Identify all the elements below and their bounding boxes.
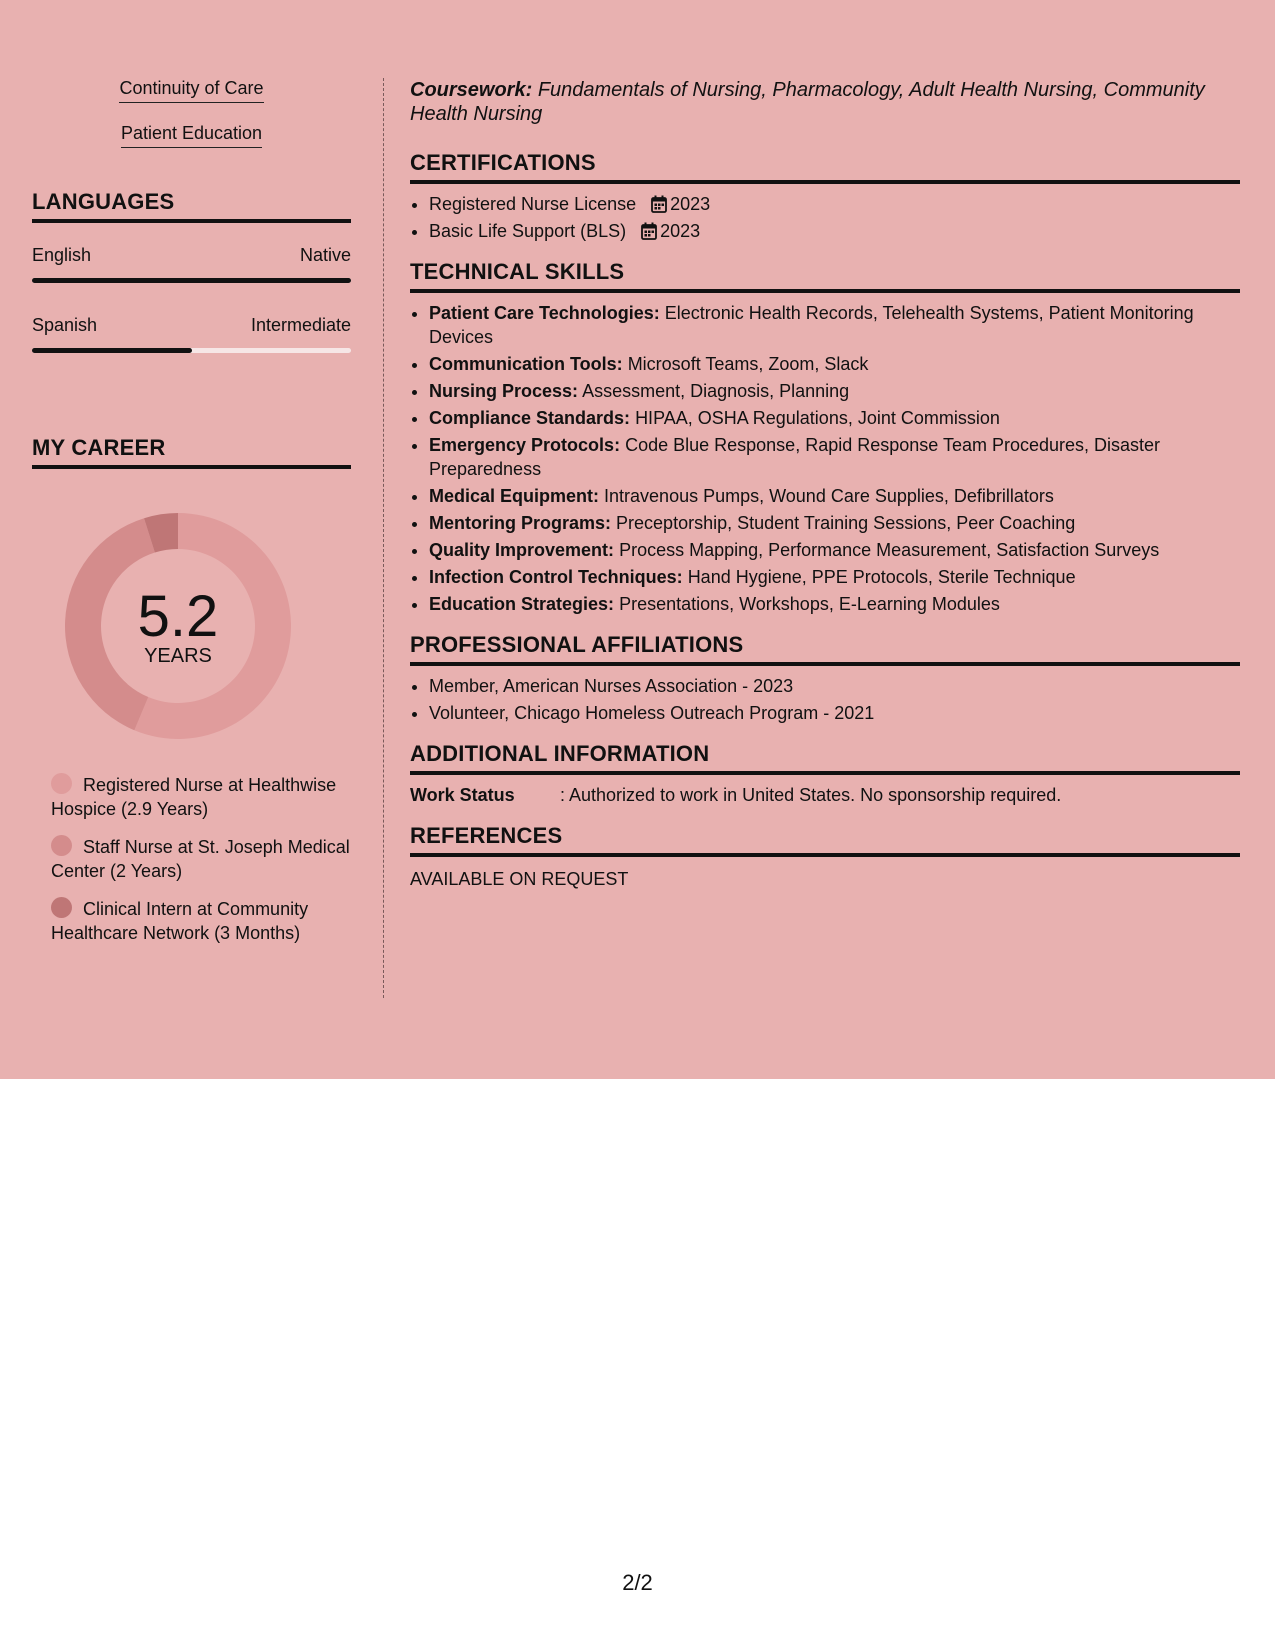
legend-label: Staff Nurse at St. Joseph Medical Center (2 Years)	[51, 837, 350, 881]
technical-skill-text: Preceptorship, Student Training Sessions, Peer Coaching	[616, 513, 1076, 533]
technical-skills-section	[410, 259, 1240, 616]
skill-tag: Continuity of Care	[119, 76, 263, 103]
left-column	[32, 76, 351, 959]
certification-year: 2023	[660, 221, 701, 241]
references-text: AVAILABLE ON REQUEST	[410, 869, 629, 889]
additional-info-section	[410, 741, 1240, 807]
affiliation-item: • Volunteer, Chicago Homeless Outreach Program - 2021	[429, 701, 1240, 725]
technical-skill-text: Electronic Health Records, Telehealth Systems, Patient Monitoring Devices	[429, 303, 1194, 347]
coursework-text: Fundamentals of Nursing, Pharmacology, Adult Health Nursing, Community Health Nursing	[410, 79, 1205, 125]
career-legend	[51, 773, 351, 945]
skill-tag-row	[32, 76, 351, 121]
technical-skill-label: Quality Improvement:	[429, 540, 615, 560]
skill-tag: Patient Education	[121, 121, 262, 148]
affiliations-section	[410, 632, 1240, 725]
technical-skill-item	[429, 379, 1240, 403]
language-level: Native	[299, 245, 351, 265]
language-name: Spanish	[32, 315, 98, 335]
career-donut-chart	[63, 511, 293, 741]
calendar-icon	[651, 195, 667, 213]
references-section	[410, 823, 1240, 891]
language-proficiency-fill	[32, 278, 351, 283]
certifications-heading: CERTIFICATIONS	[410, 150, 1240, 184]
technical-skill-label: Infection Control Techniques:	[429, 567, 683, 587]
language-name: English	[32, 245, 92, 265]
affiliations-list	[410, 674, 1240, 725]
coursework-label: Coursework:	[410, 79, 533, 101]
certification-item	[429, 219, 1240, 243]
certification-item	[429, 192, 1240, 216]
certification-name: Basic Life Support (BLS)	[429, 221, 627, 241]
technical-skill-text: Microsoft Teams, Zoom, Slack	[627, 354, 869, 374]
work-status-value: : Authorized to work in United States. No sponsorship required.	[560, 785, 1062, 805]
technical-skill-item	[429, 484, 1240, 508]
career-legend-item	[51, 773, 351, 821]
work-status-label: Work Status	[410, 785, 515, 805]
legend-label: Registered Nurse at Healthwise Hospice (2.9 Years)	[51, 775, 337, 819]
technical-skill-item	[429, 352, 1240, 376]
technical-skills-list	[410, 301, 1240, 616]
legend-swatch	[51, 773, 72, 794]
affiliations-heading: PROFESSIONAL AFFILIATIONS	[410, 632, 1240, 666]
career-legend-item	[51, 835, 351, 883]
legend-swatch	[51, 835, 72, 856]
technical-skill-item	[429, 565, 1240, 589]
career-legend-item	[51, 897, 351, 945]
calendar-icon	[641, 222, 657, 240]
technical-skill-text: Intravenous Pumps, Wound Care Supplies, Defibrillators	[604, 486, 1054, 506]
technical-skill-text: Code Blue Response, Rapid Response Team Procedures, Disaster Preparedness	[429, 435, 1161, 479]
languages-heading: LANGUAGES	[32, 189, 351, 223]
technical-skill-item	[429, 301, 1240, 349]
legend-swatch	[51, 897, 72, 918]
technical-skill-label: Medical Equipment:	[429, 486, 600, 506]
additional-info-heading: ADDITIONAL INFORMATION	[410, 741, 1240, 775]
career-total-unit: YEARS	[144, 645, 212, 667]
language-proficiency-bar	[32, 278, 351, 283]
language-proficiency-bar	[32, 348, 351, 353]
skill-tag-row	[32, 121, 351, 166]
legend-label: Clinical Intern at Community Healthcare Network (3 Months)	[51, 899, 309, 943]
technical-skill-text: HIPAA, OSHA Regulations, Joint Commission	[635, 408, 1000, 428]
page-number: 2/2	[622, 1570, 653, 1595]
technical-skill-text: Process Mapping, Performance Measurement, Satisfaction Surveys	[619, 540, 1160, 560]
coursework	[410, 78, 1240, 126]
technical-skill-label: Patient Care Technologies:	[429, 303, 660, 323]
career-total-years: 5.2	[137, 584, 219, 649]
technical-skill-label: Mentoring Programs:	[429, 513, 612, 533]
language-level: Intermediate	[250, 315, 351, 335]
technical-skill-label: Compliance Standards:	[429, 408, 631, 428]
technical-skill-item	[429, 406, 1240, 430]
technical-skill-label: Education Strategies:	[429, 594, 615, 614]
certification-year: 2023	[670, 194, 711, 214]
technical-skill-label: Communication Tools:	[429, 354, 623, 374]
technical-skill-item	[429, 538, 1240, 562]
right-column	[410, 78, 1240, 907]
language-proficiency-fill	[32, 348, 192, 353]
technical-skill-text: Assessment, Diagnosis, Planning	[582, 381, 850, 401]
technical-skill-item	[429, 592, 1240, 616]
certifications-list	[410, 192, 1240, 243]
career-heading: MY CAREER	[32, 435, 351, 469]
column-divider	[383, 78, 384, 998]
technical-skill-item	[429, 511, 1240, 535]
certifications-section	[410, 150, 1240, 243]
references-heading: REFERENCES	[410, 823, 1240, 857]
language-item	[32, 313, 351, 353]
technical-skill-text: Presentations, Workshops, E-Learning Modules	[619, 594, 1000, 614]
technical-skills-heading: TECHNICAL SKILLS	[410, 259, 1240, 293]
technical-skill-label: Emergency Protocols:	[429, 435, 621, 455]
work-status-row	[410, 783, 1240, 807]
affiliation-item: • Member, American Nurses Association - 2023	[429, 674, 1240, 698]
technical-skill-item	[429, 433, 1240, 481]
technical-skill-text: Hand Hygiene, PPE Protocols, Sterile Technique	[687, 567, 1076, 587]
technical-skill-label: Nursing Process:	[429, 381, 579, 401]
certification-name: Registered Nurse License	[429, 194, 637, 214]
language-item	[32, 243, 351, 283]
